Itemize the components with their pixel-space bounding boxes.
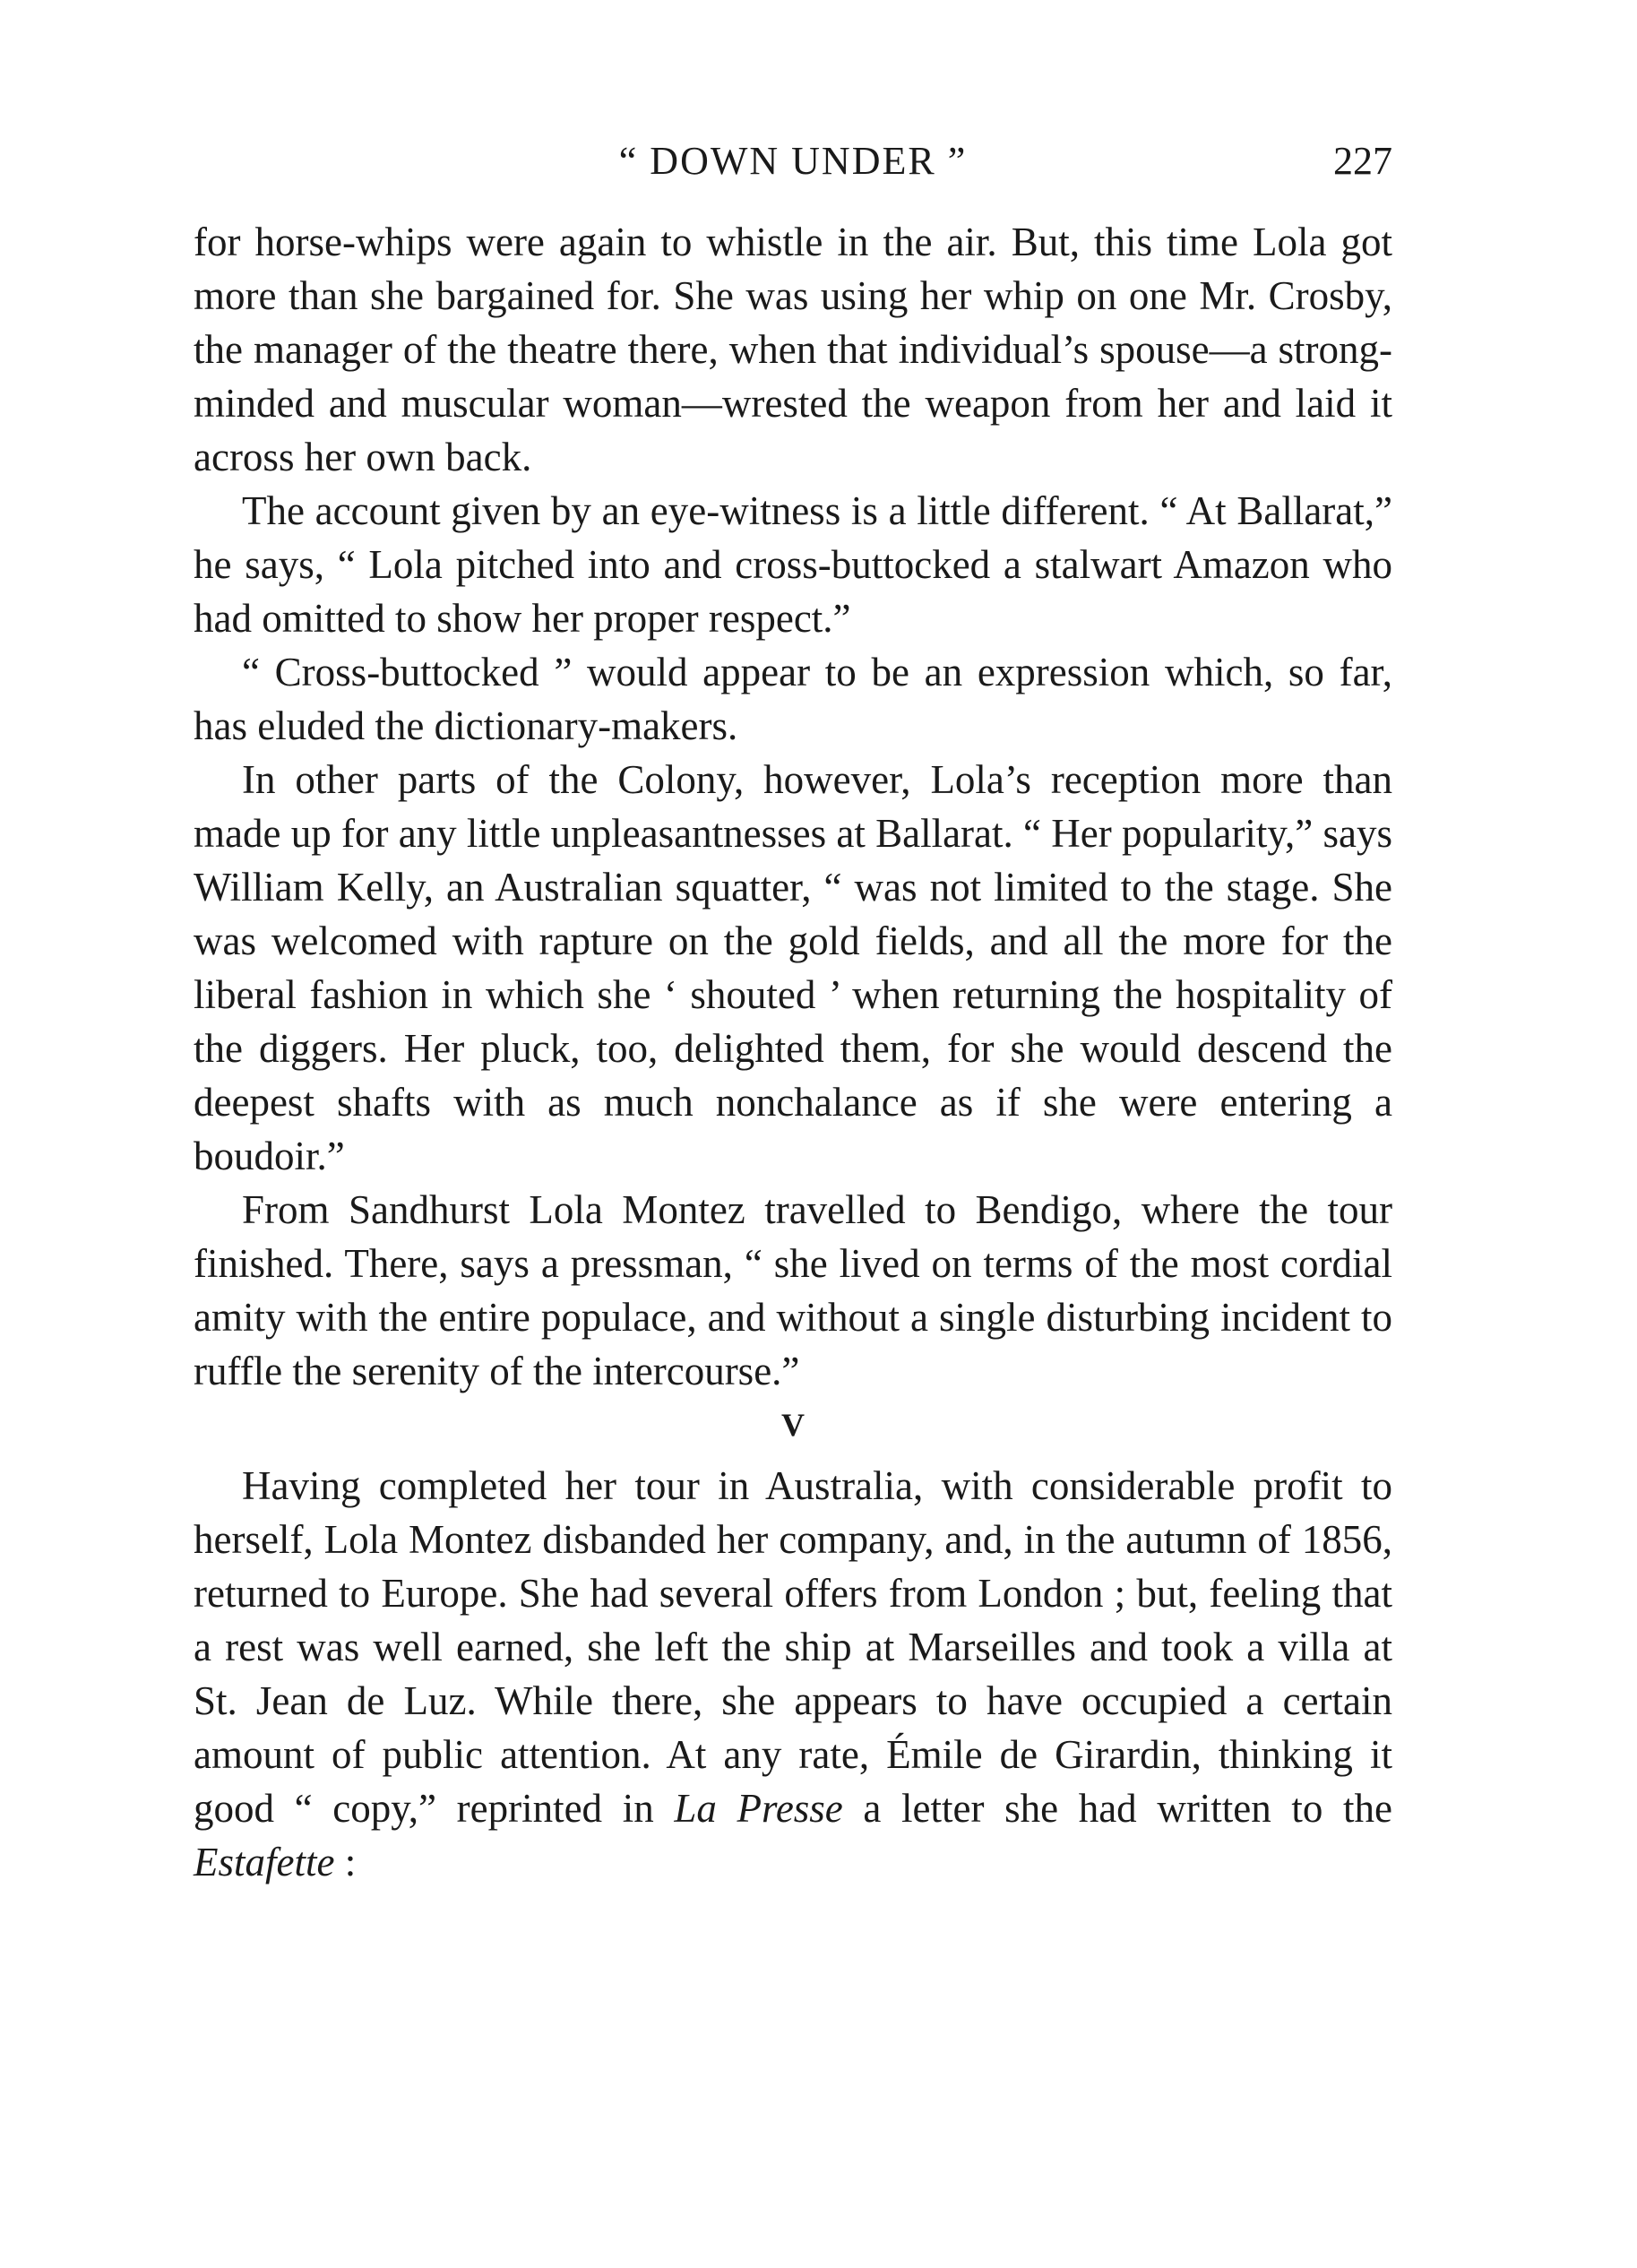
body-text [194,215,1392,1889]
page-header [194,134,1392,197]
running-title: “ DOWN UNDER ” [618,139,968,183]
paragraph-europe-text: Having completed her tour in Australia, with considerable profit to herself, Lola Montez disbanded her company, and, in the autumn of 1856, returned to Europe. She had several offers from London ; but, feeling that a rest was well earned, she left the ship at Marseilles and took a villa at St. Jean de Luz. While there, she appears to have occupied a certain amount of public attention. At any rate, Émile de Girardin, thinking it good “ copy,” reprinted in [194,1463,1392,1831]
la-presse-title: La Presse [674,1786,843,1831]
paragraph-eyewitness: The account given by an eye-witness is a little different. “ At Ballarat,” he says, “ Lola pitched into and cross-buttocked a stalwart Amazon who had omitted to show her proper respect.” [194,488,1392,641]
paragraph-continuation: for horse-whips were again to whistle in the air. But, this time Lola got more than she bargained for. She was using her whip on one Mr. Crosby, the manager of the theatre there, when that individual’s spouse—a strong-minded and muscular woman—wrested the weapon from her and laid it across her own back. [194,220,1392,479]
paragraph-europe-text-3: : [334,1840,357,1884]
paragraph-europe [194,1459,1392,1889]
paragraph-bendigo: From Sandhurst Lola Montez travelled to Bendigo, where the tour finished. There, says a pressman, “ she lived on terms of the most cordial amity with the entire populace, and without a single disturbing incident to ruffle the serenity of the intercourse.” [194,1187,1392,1393]
page-number: 227 [1333,139,1392,183]
section-number: V [781,1407,805,1443]
estafette-title: Estafette [194,1840,335,1884]
paragraph-reception: In other parts of the Colony, however, Lola’s reception more than made up for any little unpleasantnesses at Ballarat. “ Her popularity,” says William Kelly, an Australian squatter, “ was not limited to the stage. She was welcomed with rapture on the gold fields, and all the more for the liberal fashion in which she ‘ shouted ’ when returning the hospitality of the diggers. Her pluck, too, delighted them, for she would descend the deepest shafts with as much nonchalance as if she were entering a boudoir.” [194,757,1392,1178]
paragraph-cross-buttocked: “ Cross-buttocked ” would appear to be an expression which, so far, has eluded the dictionary-makers. [194,650,1392,748]
paragraph-europe-text-2: a letter she had written to the [842,1786,1393,1831]
